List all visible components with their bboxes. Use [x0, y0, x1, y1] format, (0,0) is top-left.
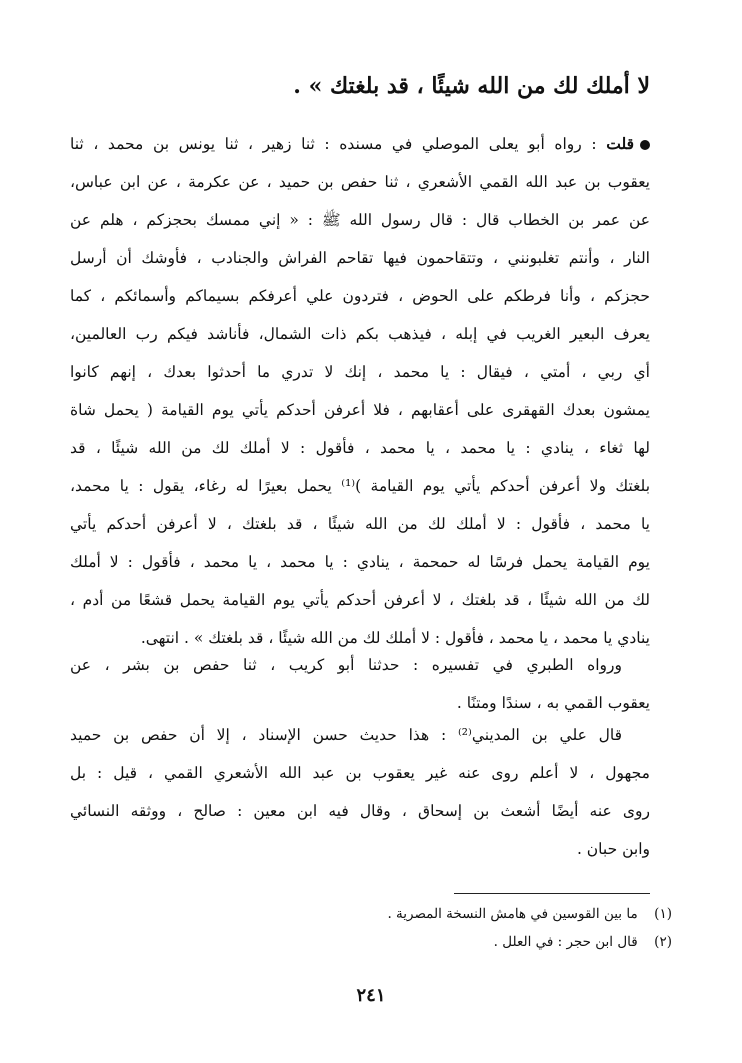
- bullet-icon: [640, 140, 650, 150]
- paragraph-line: النار ، وأنتم تغلبونني ، وتتقاحمون فيها تقاحم الفراش والجنادب ، فأوشك أن أرسل: [70, 249, 650, 267]
- paragraph-line: وابن حبان .: [576, 840, 650, 858]
- paragraph-line: يعرف البعير الغريب في إبله ، فيذهب بكم ذات الشمال، فأناشد فيكم رب العالمين،: [70, 325, 650, 343]
- paragraph-line: يا محمد ، فأقول : لا أملك لك من الله شيئًا ، قد بلغتك ، لا أعرفن أحدكم يأتي: [70, 515, 650, 533]
- madini-paragraph: [70, 716, 650, 868]
- footnote-number: (١): [654, 906, 672, 922]
- paragraph-line: مجهول ، لا أعلم روى عنه غير يعقوب بن عبد الله الأشعري القمي ، قيل : بل: [70, 764, 650, 782]
- paragraph-line: لها ثغاء ، ينادي : يا محمد ، يا محمد ، فأقول : لا أملك لك من الله شيئًا ، قد: [70, 439, 650, 457]
- paragraph-line: ورواه الطبري في تفسيره : حدثنا أبو كريب ، ثنا حفص بن بشر ، عن: [70, 656, 622, 674]
- footnotes: [72, 900, 672, 956]
- footnote-divider: [454, 893, 650, 894]
- line-text: : رواه أبو يعلى الموصلي في مسنده : ثنا زهير ، ثنا يونس بن محمد ، ثنا: [70, 135, 597, 153]
- paragraph-line: ينادي يا محمد ، يا محمد ، فأقول : لا أملك لك من الله شيئًا ، قد بلغتك » . انتهى.: [140, 629, 650, 647]
- paragraph-line: أي ربي ، أمتي ، فيقال : يا محمد ، إنك لا تدري ما أحدثوا بعدك ، إنهم كانوا: [70, 363, 650, 381]
- paragraph-line: يمشون بعدك القهقرى على أعقابهم ، فلا أعرفن أحدكم يأتي يوم القيامة ( يحمل شاة: [70, 401, 650, 419]
- paragraph-line: يوم القيامة يحمل فرسًا له حمحمة ، ينادي : يا محمد ، يا محمد ، فأقول : لا أملك: [70, 553, 650, 571]
- paragraph-line: [70, 125, 650, 163]
- footnote-text: ما بين القوسين في هامش النسخة المصرية .: [387, 906, 638, 922]
- paragraph-line: يعقوب بن عبد الله القمي الأشعري ، ثنا حفص بن حميد ، عن عكرمة ، عن ابن عباس،: [70, 173, 650, 191]
- footnote-number: (٢): [654, 934, 672, 950]
- paragraph-line: قال علي بن المديني⁽²⁾ : هذا حديث حسن الإسناد ، إلا أن حفص بن حميد: [70, 726, 622, 744]
- paragraph-line: لك من الله شيئًا ، قد بلغتك ، لا أعرفن أحدكم يأتي يوم القيامة يحمل قشعًا من أدم ،: [70, 591, 650, 609]
- paragraph-line: يعقوب القمي به ، سندًا ومتنًا .: [456, 694, 650, 712]
- page-number: ٢٤١: [356, 985, 386, 1006]
- heading-line: لا أملك لك من الله شيئًا ، قد بلغتك » .: [293, 73, 650, 99]
- footnote-text: قال ابن حجر : في العلل .: [493, 934, 638, 950]
- paragraph-line: عن عمر بن الخطاب قال : قال رسول الله ﷺ : « إني ممسك بحجزكم ، هلم عن: [70, 211, 650, 229]
- footnote-item: [72, 928, 672, 956]
- footnote-item: [72, 900, 672, 928]
- paragraph-line: روى عنه أيضًا أشعث بن إسحاق ، وقال فيه ابن معين : صالح ، ووثقه النسائي: [70, 802, 650, 820]
- paragraph-line: بلغتك ولا أعرفن أحدكم يأتي يوم القيامة )⁽¹⁾ يحمل بعيرًا له رغاء، يقول : يا محمد،: [70, 477, 650, 495]
- paragraph-line: حجزكم ، وأنا فرطكم على الحوض ، فتردون علي أعرفكم بسيماكم وأسمائكم ، كما: [70, 287, 650, 305]
- main-paragraph: [70, 125, 650, 657]
- qultu-label: قلت: [606, 134, 634, 153]
- tabari-paragraph: [70, 646, 650, 722]
